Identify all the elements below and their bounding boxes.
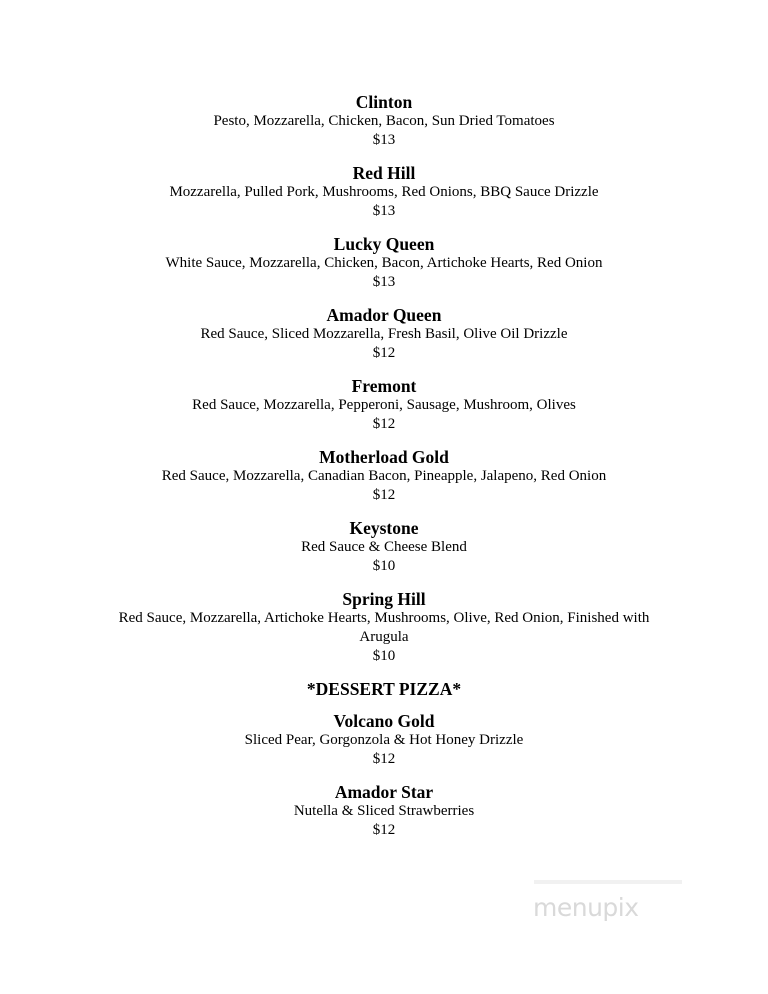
menu-item	[0, 92, 768, 150]
menu-item-description: Red Sauce, Mozzarella, Canadian Bacon, Pineapple, Jalapeno, Red Onion	[161, 468, 607, 484]
menu-item	[0, 163, 768, 221]
menu-item	[0, 782, 768, 840]
menu-item-name: Clinton	[355, 92, 413, 112]
menu-item-price: $12	[372, 416, 396, 432]
menu-item-name: Amador Queen	[326, 305, 442, 325]
menu-item-description: Sliced Pear, Gorgonzola & Hot Honey Drizzle	[244, 732, 524, 748]
menu-item	[0, 518, 768, 576]
menu-item-description: Red Sauce & Cheese Blend	[301, 539, 467, 555]
menu-item	[0, 234, 768, 292]
menu-item-description: Red Sauce, Mozzarella, Pepperoni, Sausage, Mushroom, Olives	[192, 397, 576, 413]
watermark-strip	[534, 880, 682, 884]
menu-item-description: Mozzarella, Pulled Pork, Mushrooms, Red Onions, BBQ Sauce Drizzle	[169, 184, 599, 200]
menu-item-price: $12	[372, 345, 396, 361]
dessert-pizza-heading: *DESSERT PIZZA*	[306, 679, 462, 699]
menu-item	[0, 711, 768, 769]
menu-item-price: $10	[372, 558, 396, 574]
menu-item-name: Amador Star	[334, 782, 434, 802]
menu-item-name: Fremont	[351, 376, 417, 396]
menupix-watermark: menupix	[533, 893, 639, 922]
menu-item-price: $13	[372, 203, 396, 219]
menu-item-description: Red Sauce, Mozzarella, Artichoke Hearts, Mushrooms, Olive, Red Onion, Finished with Arugula	[118, 610, 650, 645]
pizza-list	[0, 92, 768, 666]
menu-item-price: $13	[372, 274, 396, 290]
menu-item-price: $13	[372, 132, 396, 148]
menu-item-price: $12	[372, 487, 396, 503]
menu-item	[0, 589, 768, 666]
menu-item-name: Motherload Gold	[319, 447, 449, 467]
menu-item-name: Lucky Queen	[333, 234, 435, 254]
menu-item-price: $10	[372, 648, 396, 664]
menu-item	[0, 376, 768, 434]
menu-item-price: $12	[372, 822, 396, 838]
menu-item-description: White Sauce, Mozzarella, Chicken, Bacon, Artichoke Hearts, Red Onion	[165, 255, 603, 271]
menu-item	[0, 305, 768, 363]
dessert-pizza-list	[0, 711, 768, 840]
menu-item-description: Pesto, Mozzarella, Chicken, Bacon, Sun Dried Tomatoes	[213, 113, 555, 129]
menu-item	[0, 447, 768, 505]
menu-item-name: Red Hill	[352, 163, 416, 183]
menu-item-name: Spring Hill	[342, 589, 426, 609]
menu-item-description: Nutella & Sliced Strawberries	[293, 803, 475, 819]
menu-item-description: Red Sauce, Sliced Mozzarella, Fresh Basil, Olive Oil Drizzle	[200, 326, 568, 342]
menu-item-price: $12	[372, 751, 396, 767]
menu-item-name: Keystone	[349, 518, 419, 538]
pizza-menu	[0, 92, 768, 853]
menu-item-name: Volcano Gold	[333, 711, 435, 731]
